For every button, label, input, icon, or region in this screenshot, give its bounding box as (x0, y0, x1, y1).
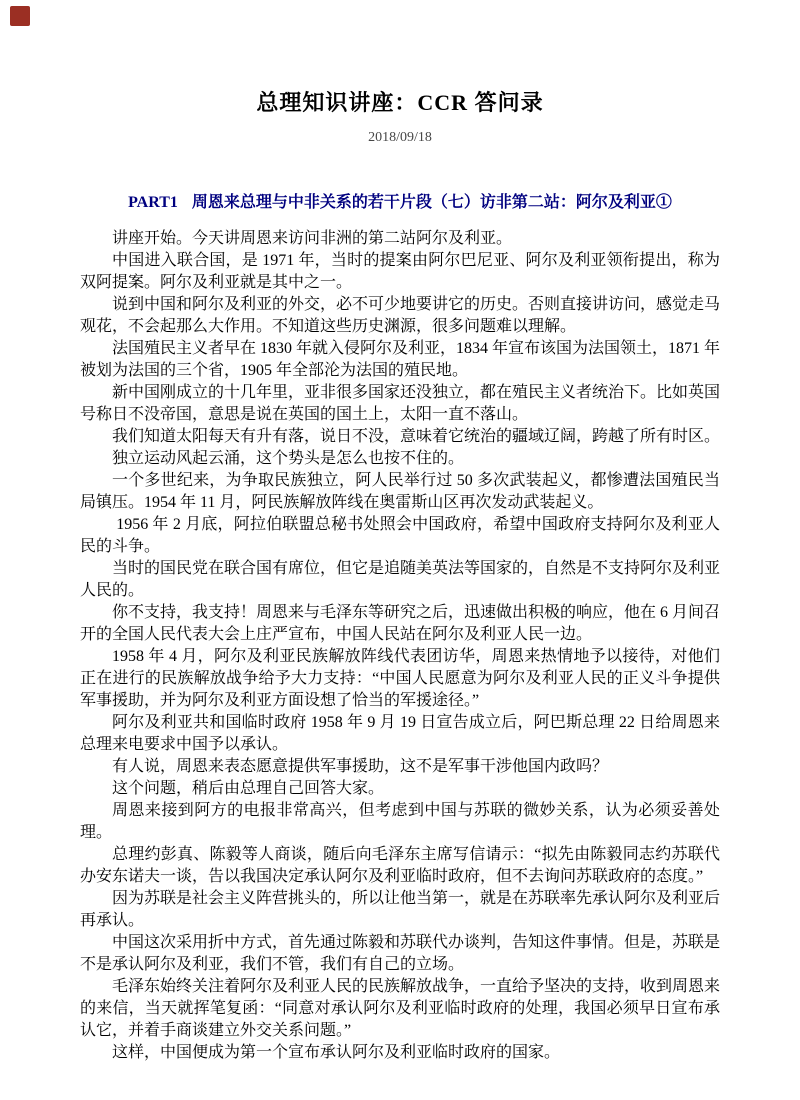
paragraph: 这样，中国便成为第一个宣布承认阿尔及利亚临时政府的国家。 (112, 1044, 561, 1061)
paragraph: 1958 年 4 月，阿尔及利亚民族解放阵线代表团访华，周恩来热情地予以接待，对他们正在进行的民族解放战争给予大力支持：“中国人民愿意为阿尔及利亚人民的正义斗争提供军事援助，并为阿尔及利亚方面设想了恰当的军援途径。” (80, 648, 720, 709)
paragraph: 说到中国和阿尔及利亚的外交，必不可少地要讲它的历史。否则直接讲访问，感觉走马观花，不会起那么大作用。不知道这些历史渊源，很多问题难以理解。 (80, 296, 721, 335)
paragraph: 周恩来接到阿方的电报非常高兴，但考虑到中国与苏联的微妙关系，认为必须妥善处理。 (80, 802, 720, 841)
page-title: 总理知识讲座：CCR 答问录 (256, 90, 544, 115)
section-part-label: PART1 (128, 194, 178, 211)
paragraph: 我们知道太阳每天有升有落，说日不没，意味着它统治的疆域辽阔，跨越了所有时区。 (112, 428, 721, 445)
section-heading-text: 周恩来总理与中非关系的若干片段（七）访非第二站：阿尔及利亚① (191, 194, 672, 211)
paragraph: 讲座开始。今天讲周恩来访问非洲的第二站阿尔及利亚。 (112, 230, 513, 247)
paragraph: 中国进入联合国，是 1971 年，当时的提案由阿尔巴尼亚、阿尔及利亚领衔提出，称为双阿提案。阿尔及利亚就是其中之一。 (80, 252, 720, 291)
paragraph: 法国殖民主义者早在 1830 年就入侵阿尔及利亚，1834 年宣布该国为法国领土，1871 年被划为法国的三个省，1905 年全部沦为法国的殖民地。 (80, 340, 721, 379)
paragraph: 中国这次采用折中方式，首先通过陈毅和苏联代办谈判，告知这件事情。但是，苏联是不是承认阿尔及利亚，我们不管，我们有自己的立场。 (80, 934, 721, 973)
paragraph: 当时的国民党在联合国有席位，但它是追随美英法等国家的，自然是不支持阿尔及利亚人民的。 (80, 560, 721, 599)
document-body (80, 228, 720, 1064)
paragraph: 有人说，周恩来表态愿意提供军事援助，这不是军事干涉他国内政吗？ (112, 758, 609, 775)
document-date: 2018/09/18 (368, 130, 432, 145)
section-heading (80, 192, 720, 214)
paragraph: 一个多世纪来，为争取民族独立，阿人民举行过 50 多次武装起义，都惨遭法国殖民当局镇压。1954 年 11 月，阿民族解放阵线在奥雷斯山区再次发动武装起义。 (80, 472, 720, 511)
paragraph: 1956 年 2 月底，阿拉伯联盟总秘书处照会中国政府，希望中国政府支持阿尔及利亚人民的斗争。 (80, 516, 720, 555)
red-stamp-icon (10, 6, 30, 26)
paragraph: 这个问题，稍后由总理自己回答大家。 (112, 780, 385, 797)
paragraph: 新中国刚成立的十几年里，亚非很多国家还没独立，都在殖民主义者统治下。比如英国号称日不没帝国，意思是说在英国的国土上，太阳一直不落山。 (80, 384, 721, 423)
paragraph: 独立运动风起云涌，这个势头是怎么也按不住的。 (112, 450, 465, 467)
paragraph: 你不支持，我支持！周恩来与毛泽东等研究之后，迅速做出积极的响应，他在 6 月间召开的全国人民代表大会上庄严宣布，中国人民站在阿尔及利亚人民一边。 (80, 604, 721, 643)
paragraph: 因为苏联是社会主义阵营挑头的，所以让他当第一，就是在苏联率先承认阿尔及利亚后再承认。 (80, 890, 721, 929)
paragraph: 阿尔及利亚共和国临时政府 1958 年 9 月 19 日宣告成立后，阿巴斯总理 22 日给周恩来总理来电要求中国予以承认。 (80, 714, 720, 753)
paragraph: 毛泽东始终关注着阿尔及利亚人民的民族解放战争，一直给予坚决的支持，收到周恩来的来信，当天就挥笔复函：“同意对承认阿尔及利亚临时政府的处理，我国必须早日宣布承认它，并着手商谈建立外交关系问题。” (80, 978, 721, 1039)
paragraph: 总理约彭真、陈毅等人商谈，随后向毛泽东主席写信请示：“拟先由陈毅同志约苏联代办安东诺夫一谈，告以我国决定承认阿尔及利亚临时政府，但不去询问苏联政府的态度。” (80, 846, 720, 885)
